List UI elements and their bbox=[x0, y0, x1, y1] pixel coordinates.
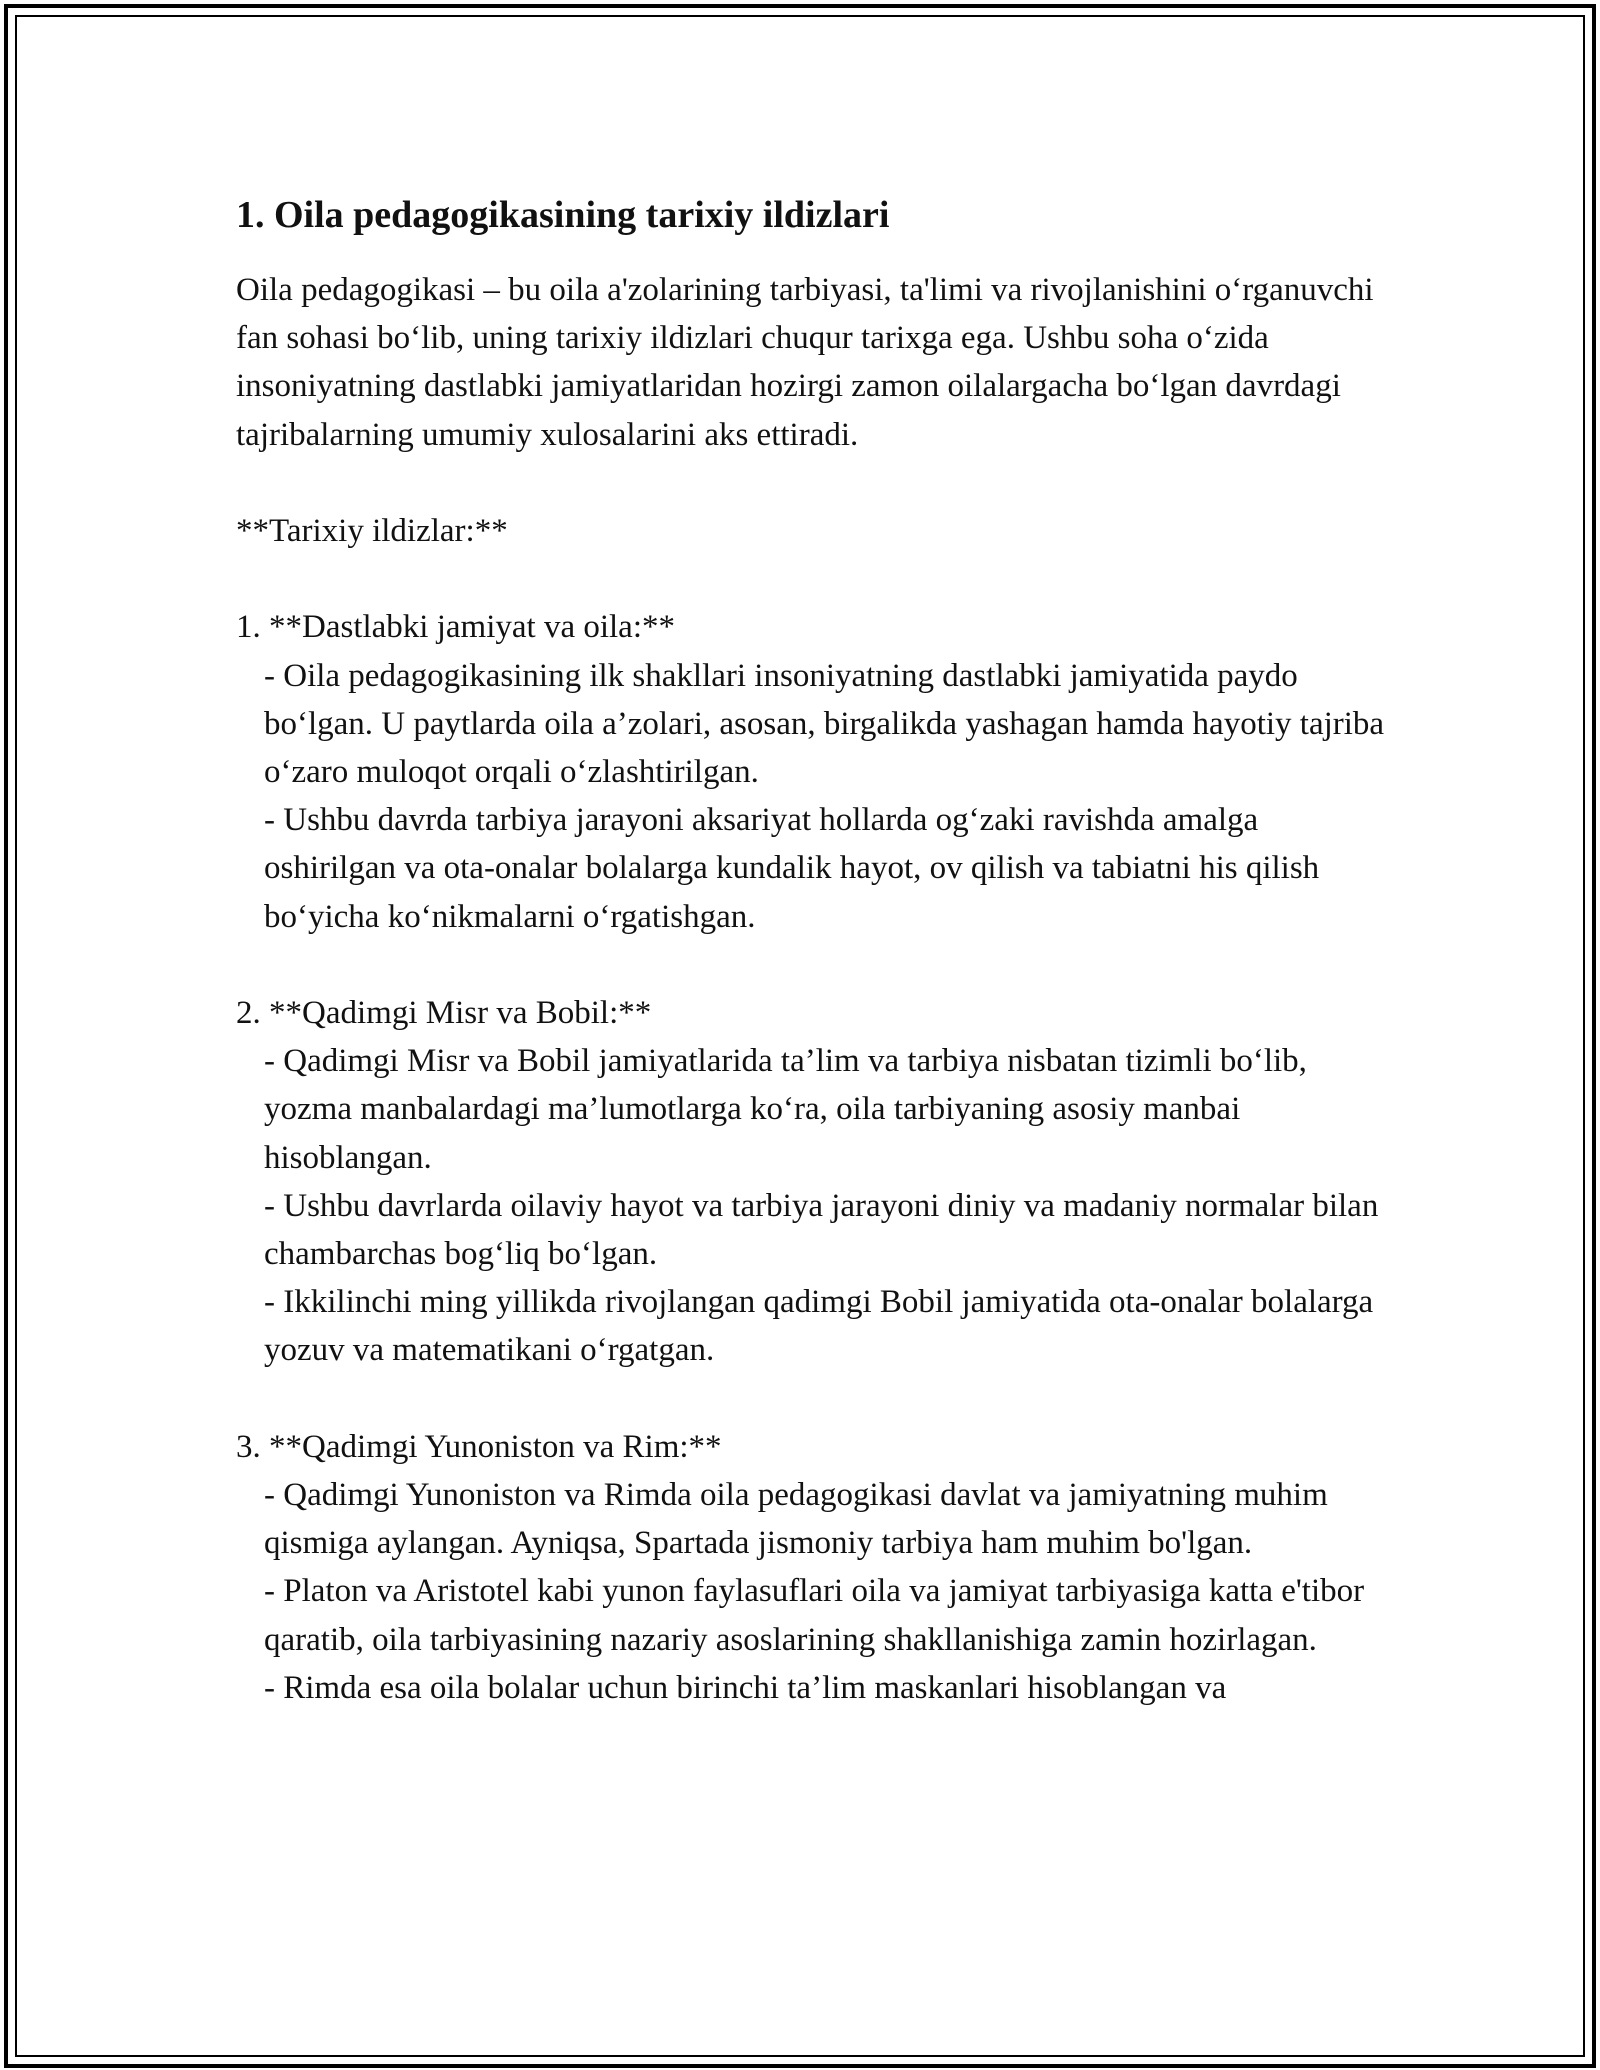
spacer bbox=[236, 459, 1396, 507]
section-item: - Oila pedagogikasining ilk shakllari insoniyatning dastlabki jamiyatida paydo bo‘lgan. U paytlarda oila a’zolari, asosan, birgalikda yashagan hamda hayotiy tajriba o‘zaro muloqot orqali o‘zlashtirilgan. bbox=[264, 657, 1393, 790]
section-heading: 1. **Dastlabki jamiyat va oila:** bbox=[236, 609, 675, 646]
document-body bbox=[236, 190, 1396, 1712]
section-item: - Qadimgi Yunoniston va Rimda oila pedagogikasi davlat va jamiyatning muhim qismiga aylangan. Ayniqsa, Spartada jismoniy tarbiya ham muhim bo'lgan. bbox=[264, 1477, 1337, 1562]
section-item: - Qadimgi Misr va Bobil jamiyatlarida ta’lim va tarbiya nisbatan tizimli bo‘lib, yozma manbalardagi ma’lumotlarga ko‘ra, oila tarbiyaning asosiy manbai hisoblangan. bbox=[264, 1043, 1316, 1176]
section-item: - Ushbu davrda tarbiya jarayoni aksariyat hollarda og‘zaki ravishda amalga oshirilgan va ota-onalar bolalarga kundalik hayot, ov qilish va tabiatni his qilish bo‘yicha ko‘nikmalarni o‘rgatishgan. bbox=[264, 802, 1328, 935]
section-item: - Rimda esa oila bolalar uchun birinchi ta’lim maskanlari hisoblangan va bbox=[264, 1669, 1227, 1706]
document-title: 1. Oila pedagogikasining tarixiy ildizlari bbox=[236, 194, 890, 236]
spacer bbox=[236, 941, 1396, 989]
section-item: - Ikkilinchi ming yillikda rivojlangan qadimgi Bobil jamiyatida ota-onalar bolalarga yozuv va matematikani o‘rgatgan. bbox=[264, 1284, 1382, 1369]
subheading: **Tarixiy ildizlar:** bbox=[236, 513, 508, 549]
section-item: - Platon va Aristotel kabi yunon faylasuflari oila va jamiyat tarbiyasiga katta e'tibor qaratib, oila tarbiyasining nazariy asoslarining shakllanishiga zamin hozirlagan. bbox=[264, 1573, 1373, 1658]
section-heading: 2. **Qadimgi Misr va Bobil:** bbox=[236, 995, 652, 1031]
section-heading: 3. **Qadimgi Yunoniston va Rim:** bbox=[236, 1428, 722, 1465]
intro-paragraph: Oila pedagogikasi – bu oila a'zolarining tarbiyasi, ta'limi va rivojlanishini o‘rganuvchi fan sohasi bo‘lib, uning tarixiy ildizlari chuqur tarixga ega. Ushbu soha o‘zida insoniyatning dastlabki jamiyatlaridan hozirgi zamon oilalargacha bo‘lgan davrdagi tajribalarning umumiy xulosalarini aks ettiradi. bbox=[236, 272, 1382, 453]
section-item: - Ushbu davrlarda oilaviy hayot va tarbiya jarayoni diniy va madaniy normalar bilan chambarchas bog‘liq bo‘lgan. bbox=[264, 1187, 1387, 1273]
spacer bbox=[236, 1375, 1396, 1423]
spacer bbox=[236, 555, 1396, 603]
